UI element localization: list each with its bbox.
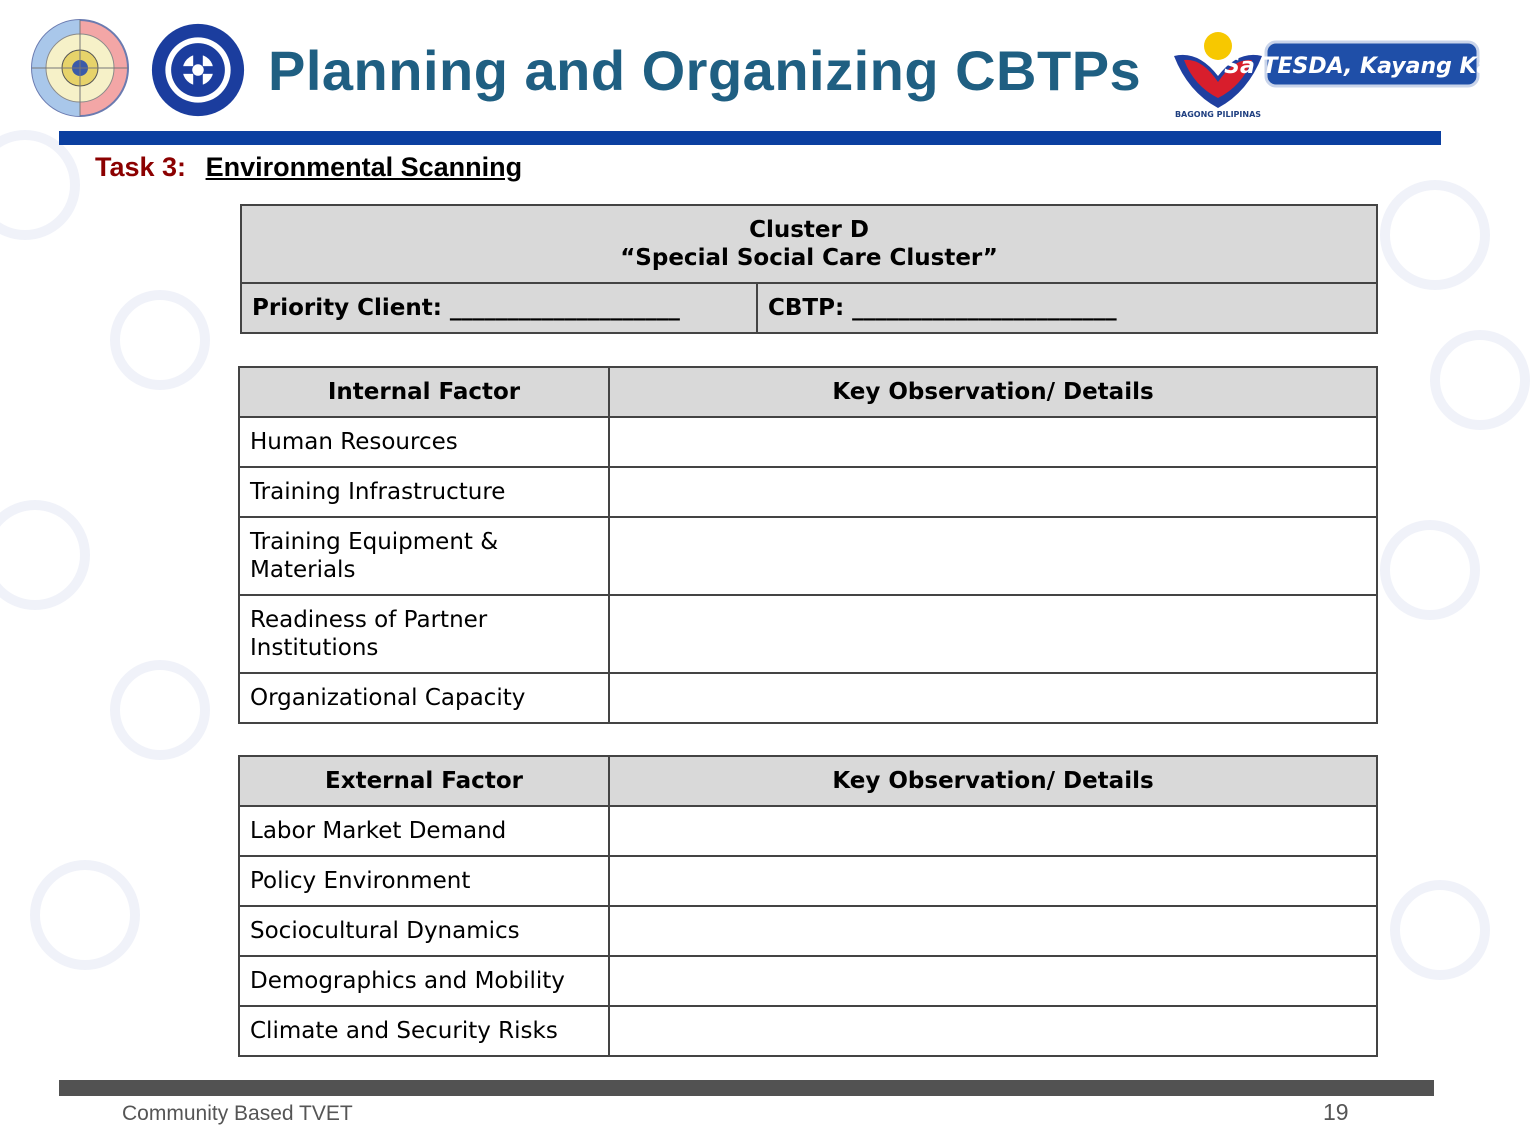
table-row-label: Readiness of Partner Institutions xyxy=(239,595,609,673)
observation-cell[interactable] xyxy=(609,1006,1377,1056)
kayang-kaya-text: Sa TESDA, Kayang Kaya xyxy=(1224,54,1520,79)
cbtp-field: CBTP: _______________________ xyxy=(757,283,1377,333)
footer-text: Community Based TVET xyxy=(122,1102,353,1125)
observation-cell[interactable] xyxy=(609,956,1377,1006)
circular-emblem-logo xyxy=(30,18,130,118)
priority-client-field: Priority Client: ____________________ xyxy=(241,283,757,333)
observation-cell[interactable] xyxy=(609,417,1377,467)
table-row-label: Climate and Security Risks xyxy=(239,1006,609,1056)
table-row-label: Organizational Capacity xyxy=(239,673,609,723)
table-row-label: Human Resources xyxy=(239,417,609,467)
internal-observation-header: Key Observation/ Details xyxy=(609,367,1377,417)
observation-cell[interactable] xyxy=(609,906,1377,956)
observation-cell[interactable] xyxy=(609,517,1377,595)
slide-title: Planning and Organizing CBTPs xyxy=(268,39,1142,102)
internal-factor-table xyxy=(238,366,1378,724)
cluster-table xyxy=(240,204,1378,334)
watermark-seal xyxy=(30,860,140,970)
table-row-label: Labor Market Demand xyxy=(239,806,609,856)
watermark-seal xyxy=(1380,520,1480,620)
watermark-seal xyxy=(110,660,210,760)
external-factor-table xyxy=(238,755,1378,1057)
observation-cell[interactable] xyxy=(609,673,1377,723)
task-heading xyxy=(95,152,522,183)
page-number: 19 xyxy=(1323,1099,1349,1125)
footer-rule xyxy=(59,1080,1434,1096)
observation-cell[interactable] xyxy=(609,806,1377,856)
table-row-label: Policy Environment xyxy=(239,856,609,906)
external-observation-header: Key Observation/ Details xyxy=(609,756,1377,806)
task-label: Task 3: xyxy=(95,152,187,182)
cluster-title-cell xyxy=(241,205,1377,283)
watermark-seal xyxy=(110,290,210,390)
header-rule xyxy=(59,131,1441,145)
observation-cell[interactable] xyxy=(609,856,1377,906)
observation-cell[interactable] xyxy=(609,467,1377,517)
cluster-subtitle: “Special Social Care Cluster” xyxy=(620,245,998,271)
watermark-seal xyxy=(1380,180,1490,290)
kayang-kaya-logo xyxy=(1224,36,1520,92)
watermark-seal xyxy=(0,500,90,610)
observation-cell[interactable] xyxy=(609,595,1377,673)
table-row-label: Training Equipment & Materials xyxy=(239,517,609,595)
watermark-seal xyxy=(1430,330,1530,430)
table-row-label: Training Infrastructure xyxy=(239,467,609,517)
cluster-name: Cluster D xyxy=(749,217,869,243)
watermark-seal xyxy=(0,130,80,240)
table-row-label: Demographics and Mobility xyxy=(239,956,609,1006)
watermark-seal xyxy=(1390,880,1490,980)
external-factor-header: External Factor xyxy=(239,756,609,806)
task-title: Environmental Scanning xyxy=(205,152,523,182)
internal-factor-header: Internal Factor xyxy=(239,367,609,417)
tesda-seal-logo xyxy=(148,22,248,118)
table-row-label: Sociocultural Dynamics xyxy=(239,906,609,956)
bagong-pilipinas-text: BAGONG PILIPINAS xyxy=(1174,110,1262,119)
